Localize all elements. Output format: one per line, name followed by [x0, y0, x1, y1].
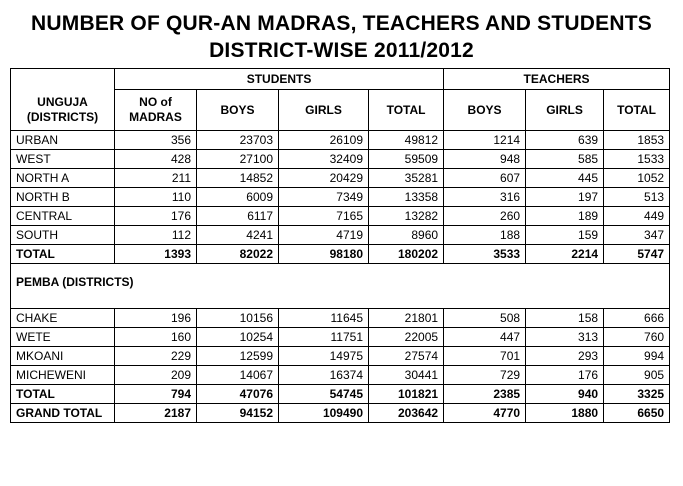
teachers-total-cell: 1052: [604, 169, 670, 188]
teachers-boys-cell: 4770: [444, 404, 526, 423]
teachers-girls-cell: 940: [526, 385, 604, 404]
students-boys-cell: 14852: [197, 169, 279, 188]
table-row: [11, 366, 670, 385]
students-boys-cell: 94152: [197, 404, 279, 423]
district-header-line-1: UNGUJA: [37, 94, 88, 109]
students-boys-header: BOYS: [197, 90, 279, 131]
students-boys-cell: 12599: [197, 347, 279, 366]
madras-count-cell: 794: [115, 385, 197, 404]
students-girls-cell: 32409: [279, 150, 369, 169]
teachers-girls-cell: 445: [526, 169, 604, 188]
teachers-group-header: TEACHERS: [444, 69, 670, 90]
title-line-2: DISTRICT-WISE 2011/2012: [209, 39, 474, 62]
students-total-cell: 13358: [369, 188, 444, 207]
table-row: [11, 347, 670, 366]
madras-column-header: [115, 90, 197, 131]
teachers-boys-cell: 188: [444, 226, 526, 245]
teachers-girls-cell: 639: [526, 131, 604, 150]
teachers-total-cell: 449: [604, 207, 670, 226]
district-name-cell: CHAKE: [11, 309, 115, 328]
madras-count-cell: 1393: [115, 245, 197, 264]
students-boys-cell: 10254: [197, 328, 279, 347]
teachers-boys-cell: 701: [444, 347, 526, 366]
teachers-girls-cell: 2214: [526, 245, 604, 264]
district-name-cell: NORTH B: [11, 188, 115, 207]
students-total-cell: 35281: [369, 169, 444, 188]
table-row: [11, 188, 670, 207]
unguja-total-row: [11, 245, 670, 264]
students-girls-cell: 26109: [279, 131, 369, 150]
teachers-total-cell: 666: [604, 309, 670, 328]
students-girls-cell: 4719: [279, 226, 369, 245]
students-boys-cell: 10156: [197, 309, 279, 328]
students-total-cell: 8960: [369, 226, 444, 245]
students-total-cell: 101821: [369, 385, 444, 404]
district-name-cell: GRAND TOTAL: [11, 404, 115, 423]
madras-count-cell: 160: [115, 328, 197, 347]
grand-total-row: [11, 404, 670, 423]
column-header-row: [11, 90, 670, 131]
students-total-cell: 21801: [369, 309, 444, 328]
district-name-cell: CENTRAL: [11, 207, 115, 226]
title-line-1: NUMBER OF QUR-AN MADRAS, TEACHERS AND STUDENTS: [31, 12, 652, 35]
teachers-girls-cell: 1880: [526, 404, 604, 423]
table-row: [11, 207, 670, 226]
teachers-boys-cell: 508: [444, 309, 526, 328]
pemba-section-label: PEMBA (DISTRICTS): [11, 264, 670, 301]
district-name-cell: URBAN: [11, 131, 115, 150]
students-boys-cell: 82022: [197, 245, 279, 264]
teachers-total-cell: 994: [604, 347, 670, 366]
students-total-cell: 27574: [369, 347, 444, 366]
madras-count-cell: 229: [115, 347, 197, 366]
table-row: [11, 226, 670, 245]
teachers-total-cell: 347: [604, 226, 670, 245]
teachers-total-cell: 513: [604, 188, 670, 207]
students-boys-cell: 4241: [197, 226, 279, 245]
students-boys-cell: 23703: [197, 131, 279, 150]
district-name-cell: TOTAL: [11, 385, 115, 404]
students-total-cell: 13282: [369, 207, 444, 226]
teachers-total-cell: 760: [604, 328, 670, 347]
madras-count-cell: 196: [115, 309, 197, 328]
table-row: [11, 131, 670, 150]
teachers-total-cell: 1533: [604, 150, 670, 169]
students-girls-cell: 11751: [279, 328, 369, 347]
teachers-girls-cell: 159: [526, 226, 604, 245]
students-group-header: STUDENTS: [115, 69, 444, 90]
students-girls-cell: 7349: [279, 188, 369, 207]
students-girls-cell: 16374: [279, 366, 369, 385]
report-title: [0, 0, 683, 64]
teachers-girls-cell: 585: [526, 150, 604, 169]
madras-count-cell: 356: [115, 131, 197, 150]
students-total-cell: 22005: [369, 328, 444, 347]
teachers-girls-header: GIRLS: [526, 90, 604, 131]
teachers-girls-cell: 158: [526, 309, 604, 328]
district-name-cell: MICHEWENI: [11, 366, 115, 385]
madras-count-cell: 110: [115, 188, 197, 207]
pemba-total-row: [11, 385, 670, 404]
group-header-row: [11, 69, 670, 90]
teachers-boys-cell: 2385: [444, 385, 526, 404]
teachers-boys-cell: 316: [444, 188, 526, 207]
teachers-boys-cell: 729: [444, 366, 526, 385]
teachers-boys-cell: 447: [444, 328, 526, 347]
teachers-total-cell: 1853: [604, 131, 670, 150]
madras-statistics-table: [10, 68, 670, 423]
madras-count-cell: 112: [115, 226, 197, 245]
teachers-boys-cell: 1214: [444, 131, 526, 150]
table-row: [11, 328, 670, 347]
teachers-boys-header: BOYS: [444, 90, 526, 131]
students-total-cell: 49812: [369, 131, 444, 150]
students-boys-cell: 14067: [197, 366, 279, 385]
students-girls-cell: 109490: [279, 404, 369, 423]
teachers-total-header: TOTAL: [604, 90, 670, 131]
district-name-cell: NORTH A: [11, 169, 115, 188]
students-girls-cell: 11645: [279, 309, 369, 328]
district-name-cell: MKOANI: [11, 347, 115, 366]
students-total-cell: 180202: [369, 245, 444, 264]
teachers-girls-cell: 176: [526, 366, 604, 385]
teachers-girls-cell: 293: [526, 347, 604, 366]
table-row: [11, 150, 670, 169]
teachers-total-cell: 6650: [604, 404, 670, 423]
teachers-boys-cell: 948: [444, 150, 526, 169]
teachers-girls-cell: 189: [526, 207, 604, 226]
students-girls-cell: 7165: [279, 207, 369, 226]
students-total-cell: 30441: [369, 366, 444, 385]
students-boys-cell: 47076: [197, 385, 279, 404]
madras-header-line-2: MADRAS: [129, 110, 182, 124]
table-row: [11, 309, 670, 328]
students-boys-cell: 27100: [197, 150, 279, 169]
district-column-header: [11, 90, 115, 131]
students-total-cell: 59509: [369, 150, 444, 169]
madras-count-cell: 428: [115, 150, 197, 169]
madras-count-cell: 176: [115, 207, 197, 226]
district-name-cell: SOUTH: [11, 226, 115, 245]
madras-header-line-1: NO of: [139, 95, 172, 109]
students-total-header: TOTAL: [369, 90, 444, 131]
madras-count-cell: 2187: [115, 404, 197, 423]
teachers-girls-cell: 197: [526, 188, 604, 207]
students-boys-cell: 6009: [197, 188, 279, 207]
teachers-boys-cell: 607: [444, 169, 526, 188]
teachers-boys-cell: 260: [444, 207, 526, 226]
students-boys-cell: 6117: [197, 207, 279, 226]
teachers-boys-cell: 3533: [444, 245, 526, 264]
pemba-section-row: [11, 264, 670, 301]
madras-count-cell: 209: [115, 366, 197, 385]
district-name-cell: TOTAL: [11, 245, 115, 264]
students-girls-cell: 98180: [279, 245, 369, 264]
students-girls-cell: 54745: [279, 385, 369, 404]
students-girls-header: GIRLS: [279, 90, 369, 131]
teachers-girls-cell: 313: [526, 328, 604, 347]
district-name-cell: WETE: [11, 328, 115, 347]
teachers-total-cell: 3325: [604, 385, 670, 404]
teachers-total-cell: 5747: [604, 245, 670, 264]
students-girls-cell: 20429: [279, 169, 369, 188]
section-spacer-row: [11, 300, 670, 309]
students-total-cell: 203642: [369, 404, 444, 423]
students-girls-cell: 14975: [279, 347, 369, 366]
table-row: [11, 169, 670, 188]
district-header-line-2: (DISTRICTS): [26, 109, 99, 124]
section-spacer-cell: [11, 300, 670, 309]
district-name-cell: WEST: [11, 150, 115, 169]
madras-count-cell: 211: [115, 169, 197, 188]
teachers-total-cell: 905: [604, 366, 670, 385]
corner-cell: [11, 69, 115, 90]
